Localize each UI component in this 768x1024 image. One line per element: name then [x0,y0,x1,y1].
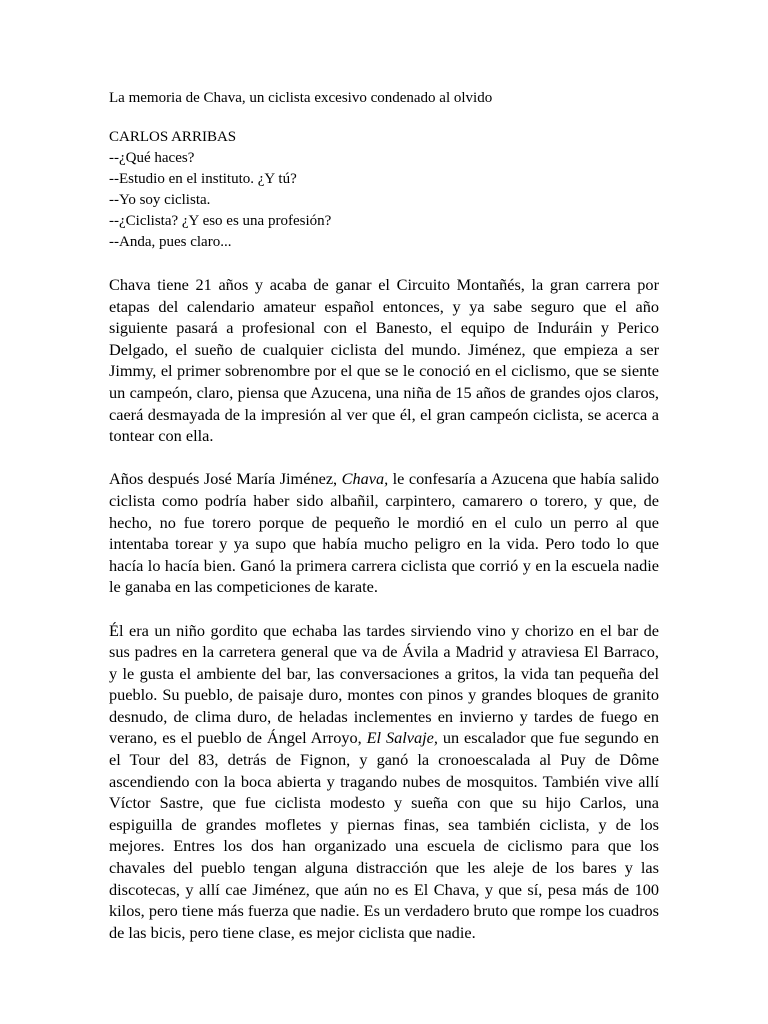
dialogue-line: --Estudio en el instituto. ¿Y tú? [109,171,297,187]
document-page [109,88,659,943]
document-title: La memoria de Chava, un ciclista excesivo condenado al olvido [109,90,493,106]
dialogue-line: --Yo soy ciclista. [109,192,211,208]
paragraph-text: Años después José María Jiménez, [109,469,342,489]
author-byline: CARLOS ARRIBAS [109,129,237,145]
paragraph: Chava tiene 21 años y acaba de ganar el Circuito Montañés, la gran carrera por etapas del calendario amateur español entonces, y ya sabe seguro que el año siguiente pasará a profesional con el Banesto, el equipo de Induráin y Perico Delgado, el sueño de cualquier ciclista del mundo. Jiménez, que empieza a ser Jimmy, el primer sobrenombre por el que se le conoció en el ciclismo, que se siente un campeón, claro, piensa que Azucena, una niña de 15 años de grandes ojos claros, caerá desmayada de la impresión al ver que él, el gran campeón ciclista, se acerca a tontear con ella. [109,275,659,446]
paragraph-text: un escalador que fue segundo en el Tour del 83, detrás de Fignon, y ganó la cronoescalada al Puy de Dôme ascendiendo con la boca abierta y tragando nubes de mosquitos. También vive allí Víctor Sastre, que fue ciclista modesto y sueña con que su hijo Carlos, una espiguilla de grandes mofletes y piernas finas, sea también ciclista, y de los mejores. Entres los dos han organizado una escuela de ciclismo para que los chavales del pueblo tengan alguna distracción que les aleje de los bares y las discotecas, y allí cae Jiménez, que aún no es El Chava, y que sí, pesa más de 100 kilos, pero tiene más fuerza que nadie. Es un verdadero bruto que rompe los cuadros de las bicis, pero tiene clase, es mejor ciclista que nadie. [109,728,659,942]
nickname-emphasis: Chava, [341,469,389,489]
dialogue-line: --Anda, pues claro... [109,234,232,250]
dialogue-line: --¿Qué haces? [109,150,195,166]
paragraph-text: Él era un niño gordito que echaba las tardes sirviendo vino y chorizo en el bar de sus padres en la carretera general que va de Ávila a Madrid y atraviesa El Barraco, y le gusta el ambiente del bar, las conversaciones a gritos, la vida tan pequeña del pueblo. Su pueblo, de paisaje duro, montes con pinos y grandes bloques de granito desnudo, de clima duro, de heladas inclementes en invierno y tardes de fuego en verano, es el pueblo de Ángel Arroyo, [109,620,659,748]
paragraph [109,468,659,598]
dialogue-line: --¿Ciclista? ¿Y eso es una profesión? [109,213,332,229]
nickname-emphasis: El Salvaje, [366,728,438,748]
paragraph [109,620,659,944]
article-header [109,127,659,253]
article-body [109,274,659,943]
paragraph-text: le confesaría a Azucena que había salido ciclista como podría haber sido albañil, carpintero, camarero o torero, y que, de hecho, no fue torero porque de pequeño le mordió en el culo un perro al que intentaba torear y ya supo que había mucho peligro en la vida. Pero todo lo que hacía lo hacía bien. Ganó la primera carrera ciclista que corrió y en la escuela nadie le ganaba en las competiciones de karate. [109,469,660,597]
